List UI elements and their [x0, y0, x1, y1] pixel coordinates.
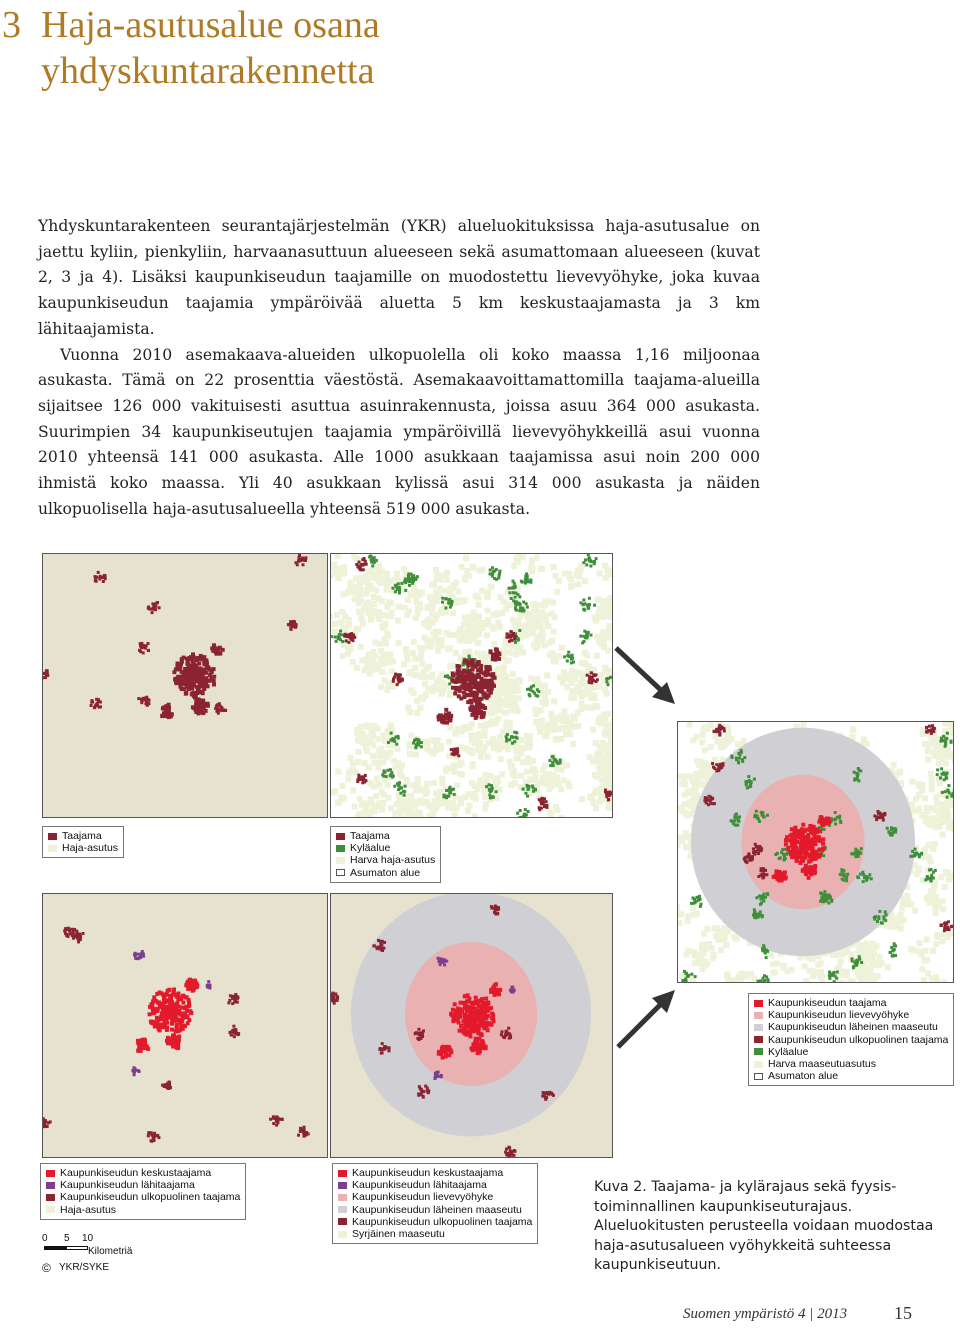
paragraph-2: Vuonna 2010 asemakaava-alueiden ulkopuolella oli koko maassa 1,16 miljoonaa asukasta. Tämä on 22 prosenttia väestöstä. Asemakaavoittamattomilla taajama-alueilla sijaitsee 126 000 vakituisesti asuttua asuinrakennusta, joissa asuu 364 000 asukasta. Suurimpien 34 kaupunkiseutujen taajamia ympäröivillä lievevyöhykkeillä asui vuonna 2010 yhteensä 141 000 asukasta. Alle 1000 asukkaan taajamissa asui noin 200 000 ihmistä koko maassa. Yli 40 asukkaan kylissä asui 314 000 asukasta ja näiden ulkopuolisella haja-asutusalueella yhteensä 519 000 asukasta.: [38, 345, 760, 518]
legend-swatch: [754, 1061, 763, 1068]
legend-label: Kyläalue: [768, 1045, 809, 1058]
legend-label: Kaupunkiseudun läheinen maaseutu: [352, 1203, 522, 1216]
legend-label: Kaupunkiseudun läheinen maaseutu: [768, 1021, 938, 1034]
scale-tick-0: 0: [42, 1233, 48, 1244]
legend-label: Syrjäinen maaseutu: [352, 1228, 445, 1241]
legend-swatch: [338, 1182, 347, 1189]
copyright-icon: ©: [42, 1261, 51, 1275]
legend-label: Kaupunkiseudun keskustaajama: [60, 1167, 212, 1179]
legend-item: [46, 1191, 240, 1203]
legend-item: [754, 1034, 948, 1046]
legend-swatch: [336, 833, 345, 840]
legend-label: Haja-asutus: [60, 1203, 117, 1216]
chapter-title-line-1: Haja-asutusalue osana: [41, 4, 380, 46]
legend-item: [754, 1009, 948, 1021]
legend-item: [338, 1216, 532, 1228]
map-kaupunkiseutu-vyohykkeet: [330, 893, 613, 1158]
legend-label: Kaupunkiseudun lievevyöhyke: [768, 1009, 910, 1022]
scale-tick-5: 5: [64, 1233, 70, 1244]
footer-publication: Suomen ympäristö 4 | 2013: [683, 1306, 848, 1322]
legend-swatch: [48, 833, 57, 840]
legend-swatch: [338, 1231, 347, 1238]
legend-item: [754, 1070, 948, 1082]
page-number: 15: [894, 1303, 912, 1323]
legend-map4: [332, 1163, 538, 1244]
legend-map3: [40, 1163, 246, 1220]
legend-label: Kaupunkiseudun taajama: [768, 997, 887, 1009]
legend-swatch: [48, 845, 57, 852]
map-canvas: [43, 894, 327, 1157]
scale-bar-segment: [44, 1246, 66, 1250]
map-canvas: [331, 894, 612, 1157]
map-taajama-haja-asutus: [42, 553, 328, 818]
legend-swatch: [46, 1170, 55, 1177]
legend-swatch: [754, 1048, 763, 1055]
legend-item: [754, 1021, 948, 1033]
legend-swatch: [338, 1206, 347, 1213]
legend-swatch: [336, 857, 345, 864]
legend-label: Kaupunkiseudun lievevyöhyke: [352, 1191, 494, 1204]
map-kaupunkiseutu-taajamat: [42, 893, 328, 1158]
legend-label: Asumaton alue: [768, 1070, 839, 1083]
scale-tick-10: 10: [82, 1233, 94, 1244]
legend-swatch: [336, 845, 345, 852]
legend-item: [754, 1046, 948, 1058]
legend-label: Kaupunkiseudun keskustaajama: [352, 1167, 504, 1179]
legend-label: Kaupunkiseudun ulkopuolinen taajama: [768, 1033, 949, 1046]
legend-item: [48, 830, 118, 842]
legend-swatch: [338, 1194, 347, 1201]
legend-swatch: [336, 869, 345, 876]
legend-item: [46, 1167, 240, 1179]
arrow-icon: [612, 985, 682, 1055]
legend-label: Harva haja-asutus: [350, 854, 436, 867]
chapter-number: 3: [2, 4, 21, 46]
legend-swatch: [338, 1218, 347, 1225]
legend-swatch: [754, 1036, 763, 1043]
legend-swatch: [754, 1073, 763, 1080]
legend-item: [336, 854, 435, 866]
legend-swatch: [338, 1170, 347, 1177]
legend-item: [336, 842, 435, 854]
legend-item: [46, 1179, 240, 1191]
legend-label: Harva maaseutuasutus: [768, 1058, 876, 1071]
scale-bar: [40, 1228, 160, 1273]
legend-label: Kaupunkiseudun ulkopuolinen taajama: [60, 1191, 241, 1204]
legend-label: Kaupunkiseudun lähitaajama: [60, 1179, 195, 1192]
legend-item: [338, 1179, 532, 1191]
paragraph-1: Yhdyskuntarakenteen seurantajärjestelmän (YKR) alueluokituksissa haja-asutusalue on jaettu kyliin, pienkyliin, harvaanasuttuun alueeseen sekä asumattomaan alueeseen (kuvat 2, 3 ja 4). Lisäksi kaupunkiseudun taajamille on muodostettu lievevyöhyke, joka kuvaa kaupunkiseudun taajamia ympäröivää aluetta 5 km keskustaajamasta ja 3 km lähitaajamista.: [38, 217, 760, 338]
chapter-title-line-2: yhdyskuntarakennetta: [41, 50, 375, 92]
legend-item: [754, 997, 948, 1009]
legend-swatch: [46, 1194, 55, 1201]
legend-item: [338, 1204, 532, 1216]
legend-swatch: [754, 1024, 763, 1031]
legend-swatch: [754, 1012, 763, 1019]
body-text: [38, 214, 760, 522]
legend-item: [338, 1191, 532, 1203]
legend-label: Kyläalue: [350, 842, 391, 855]
legend-swatch: [46, 1182, 55, 1189]
legend-item: [48, 842, 118, 854]
legend-item: [754, 1058, 948, 1070]
legend-item: [336, 867, 435, 879]
legend-label: Haja-asutus: [62, 842, 119, 855]
scale-bar-segment: [66, 1246, 88, 1250]
legend-map1: [42, 826, 124, 858]
legend-label: Asumaton alue: [350, 866, 421, 879]
legend-item: [336, 830, 435, 842]
arrow-icon: [612, 640, 682, 710]
map-canvas: [678, 722, 953, 982]
map-yhdistelma: [677, 721, 954, 983]
map-canvas: [43, 554, 327, 817]
legend-map5: [748, 993, 954, 1086]
scale-unit: Kilometriä: [88, 1246, 133, 1257]
legend-map2: [330, 826, 441, 883]
legend-label: Taajama: [62, 830, 102, 842]
map-canvas: [331, 554, 612, 817]
legend-item: [46, 1204, 240, 1216]
map-taajama-kylaalue: [330, 553, 613, 818]
legend-swatch: [46, 1206, 55, 1213]
copyright-text: YKR/SYKE: [59, 1262, 110, 1273]
legend-item: [338, 1167, 532, 1179]
legend-label: Taajama: [350, 830, 390, 842]
legend-item: [338, 1228, 532, 1240]
figure-caption: Kuva 2. Taajama- ja kylärajaus sekä fyysis-toiminnallinen kaupunkiseuturajaus. Alueluokitusten perusteella voidaan muodostaa haja-asutusalueen vyöhykkeitä suhteessa kaupunkiseutuun.: [594, 1179, 934, 1273]
legend-label: Kaupunkiseudun lähitaajama: [352, 1179, 487, 1192]
legend-swatch: [754, 1000, 763, 1007]
legend-label: Kaupunkiseudun ulkopuolinen taajama: [352, 1215, 533, 1228]
